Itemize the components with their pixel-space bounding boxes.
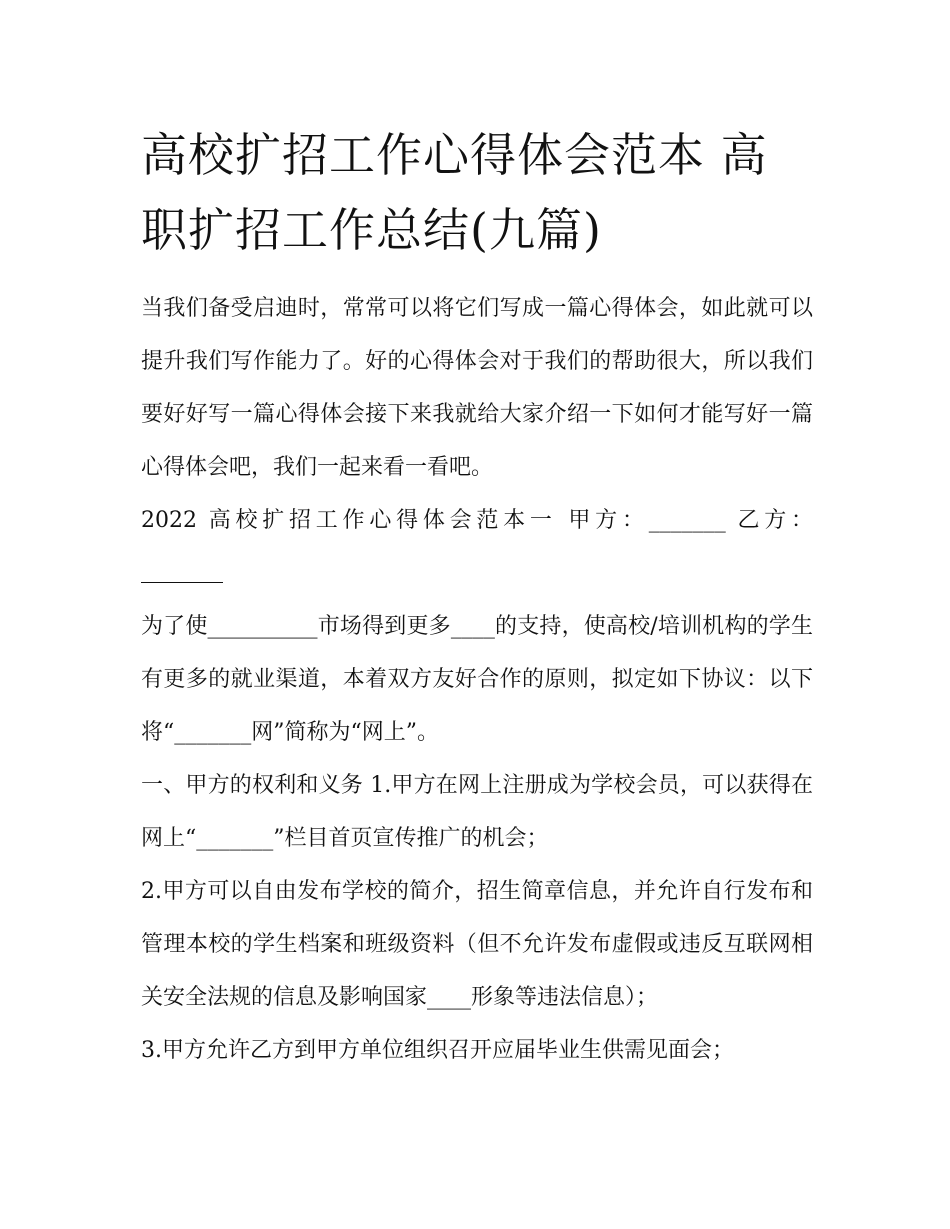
document-page bbox=[141, 118, 813, 1077]
party-a-clause-2: 2.甲方可以自由发布学校的简介，招生简章信息，并允许自行发布和管理本校的学生档案和班级资料（但不允许发布虚假或违反互联网相关安全法规的信息及影响国家____形象等违法信息）； bbox=[141, 879, 813, 1010]
agreement-purpose-paragraph: 为了使__________市场得到更多____的支持，使高校/培训机构的学生有更多的就业渠道，本着双方友好合作的原则，拟定如下协议：以下将“_______网”简称为“网上”。 bbox=[141, 614, 813, 745]
intro-paragraph: 当我们备受启迪时，常常可以将它们写成一篇心得体会，如此就可以提升我们写作能力了。好的心得体会对于我们的帮助很大，所以我们要好好写一篇心得体会接下来我就给大家介绍一下如何才能写好一篇心得体会吧，我们一起来看一看吧。 bbox=[141, 296, 813, 480]
party-b-blank bbox=[141, 547, 813, 600]
party-a-clause-3: 3.甲方允许乙方到甲方单位组织召开应届毕业生供需见面会； bbox=[141, 1038, 734, 1063]
party-a-rights-paragraph: 一、甲方的权利和义务 1.甲方在网上注册成为学校会员，可以获得在网上“_______”栏目首页宣传推广的机会； bbox=[141, 773, 813, 851]
party-b-underline bbox=[141, 582, 223, 583]
document-title: 高校扩招工作心得体会范本 高职扩招工作总结(九篇) bbox=[141, 128, 768, 257]
agreement-parties-line: 2022 高校扩招工作心得体会范本一 甲方：_______ 乙方： bbox=[141, 508, 813, 533]
